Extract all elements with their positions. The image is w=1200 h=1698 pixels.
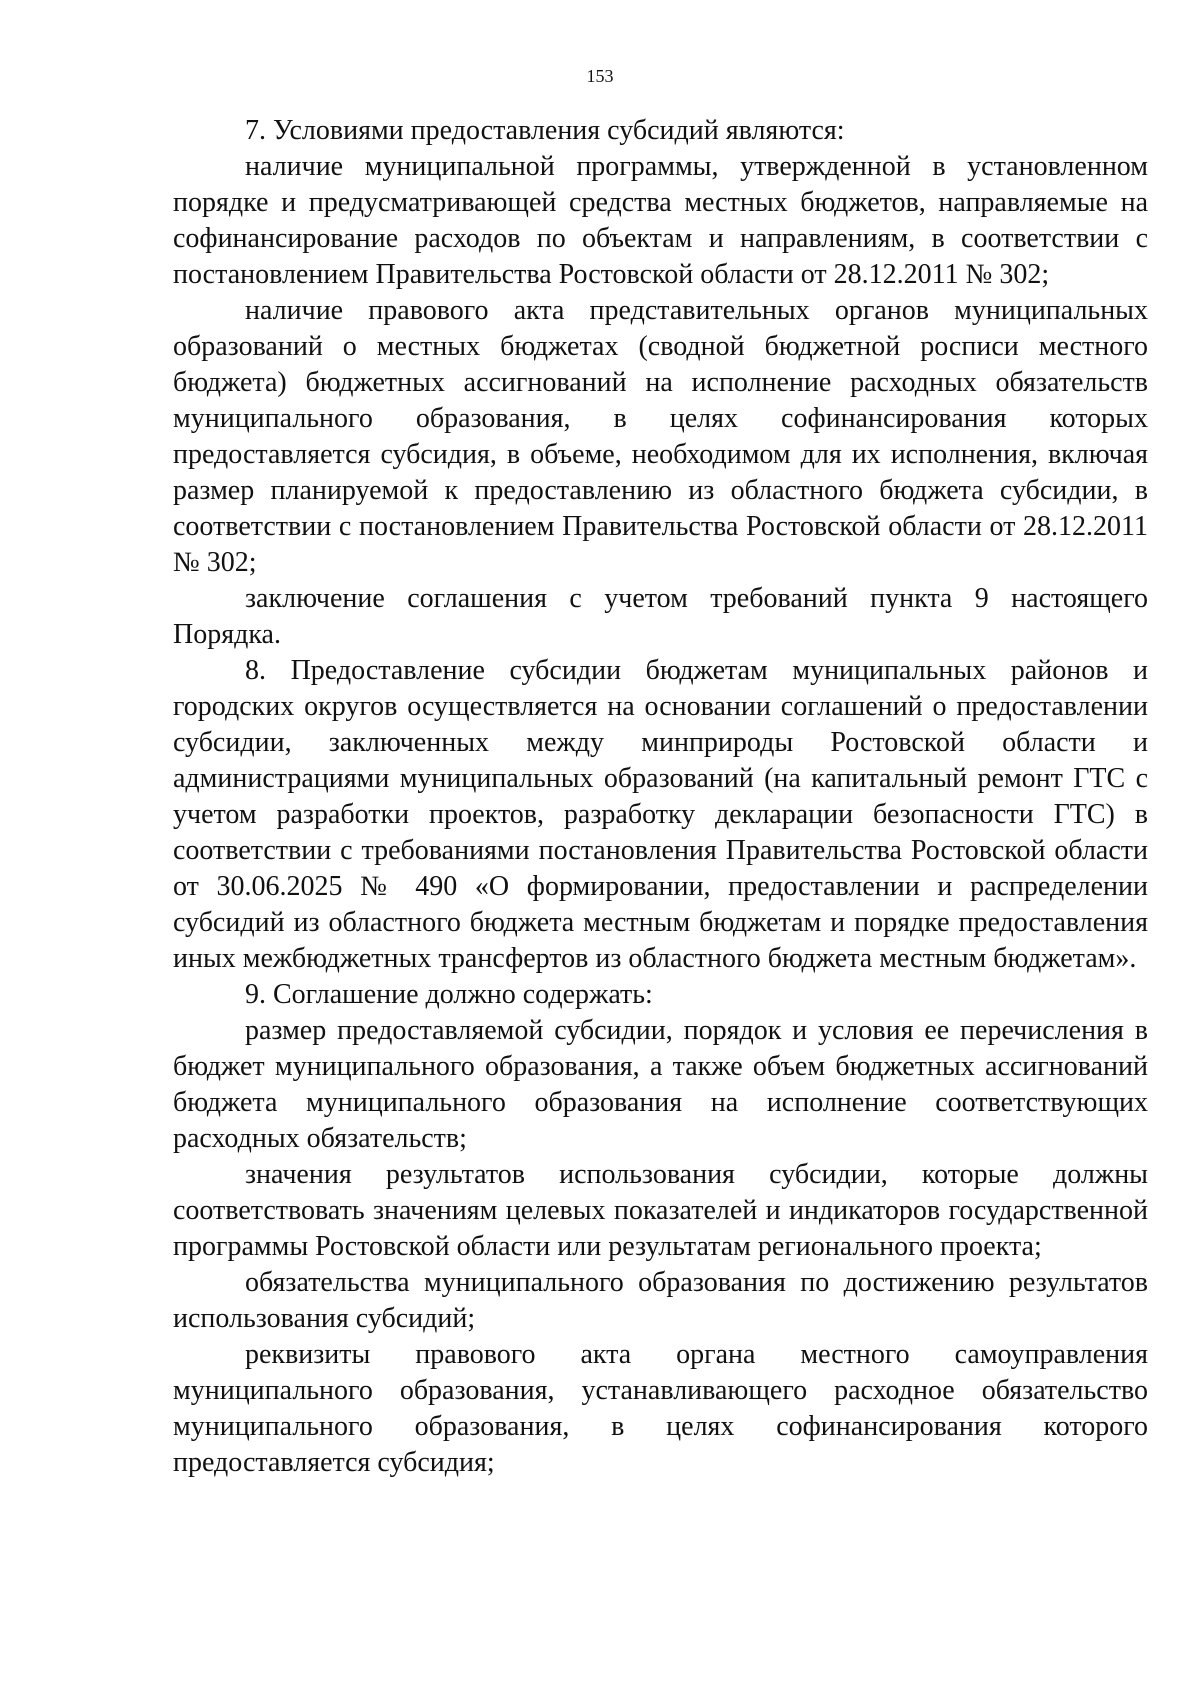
paragraph-agreement-conclusion: заключение соглашения с учетом требований пункта 9 настоящего Порядка. (173, 583, 1148, 650)
page-number: 153 (586, 66, 614, 86)
paragraph-8-provision: 8. Предоставление субсидии бюджетам муниципальных районов и городских округов осуществляется на основании соглашений о предоставлении субсидии, заключенных между минприроды Ростовской области и администрациями муниципальных образований (на капитальный ремонт ГТС с учетом разработки проектов, разработку декларации безопасности ГТС) в соответствии с требованиями постановления Правительства Ростовской области от 30.06.2025 № 490 «О формировании, предоставлении и распределении субсидий из областного бюджета местным бюджетам и порядке предоставления иных межбюджетных трансфертов из областного бюджета местным бюджетам». (173, 655, 1148, 974)
paragraph-legal-act-details: реквизиты правового акта органа местного самоуправления муниципального образования, устанавливающего расходное обязательство муниципального образования, в целях софинансирования которого предоставляется субсидия; (173, 1339, 1148, 1478)
paragraph-9-agreement-heading: 9. Соглашение должно содержать: (245, 979, 653, 1010)
document-body (173, 113, 1148, 1481)
paragraph-legal-act: наличие правового акта представительных органов муниципальных образований о местных бюджетах (сводной бюджетной росписи местного бюджета) бюджетных ассигнований на исполнение расходных обязательств муниципального образования, в целях софинансирования которых предоставляется субсидия, в объеме, необходимом для их исполнения, включая размер планируемой к предоставлению из областного бюджета субсидии, в соответствии с постановлением Правительства Ростовской области от 28.12.2011 № 302; (173, 295, 1148, 578)
paragraph-subsidy-amount: размер предоставляемой субсидии, порядок и условия ее перечисления в бюджет муниципального образования, а также объем бюджетных ассигнований бюджета муниципального образования на исполнение соответствующих расходных обязательств; (173, 1015, 1148, 1154)
paragraph-obligations: обязательства муниципального образования по достижению результатов использования субсидий; (173, 1267, 1148, 1334)
paragraph-municipal-program: наличие муниципальной программы, утвержденной в установленном порядке и предусматривающей средства местных бюджетов, направляемые на софинансирование расходов по объектам и направлениям, в соответствии с постановлением Правительства Ростовской области от 28.12.2011 № 302; (173, 151, 1148, 290)
paragraph-7-conditions-heading: 7. Условиями предоставления субсидий являются: (245, 115, 845, 146)
paragraph-result-values: значения результатов использования субсидии, которые должны соответствовать значениям целевых показателей и индикаторов государственной программы Ростовской области или результатам регионального проекта; (173, 1159, 1148, 1262)
